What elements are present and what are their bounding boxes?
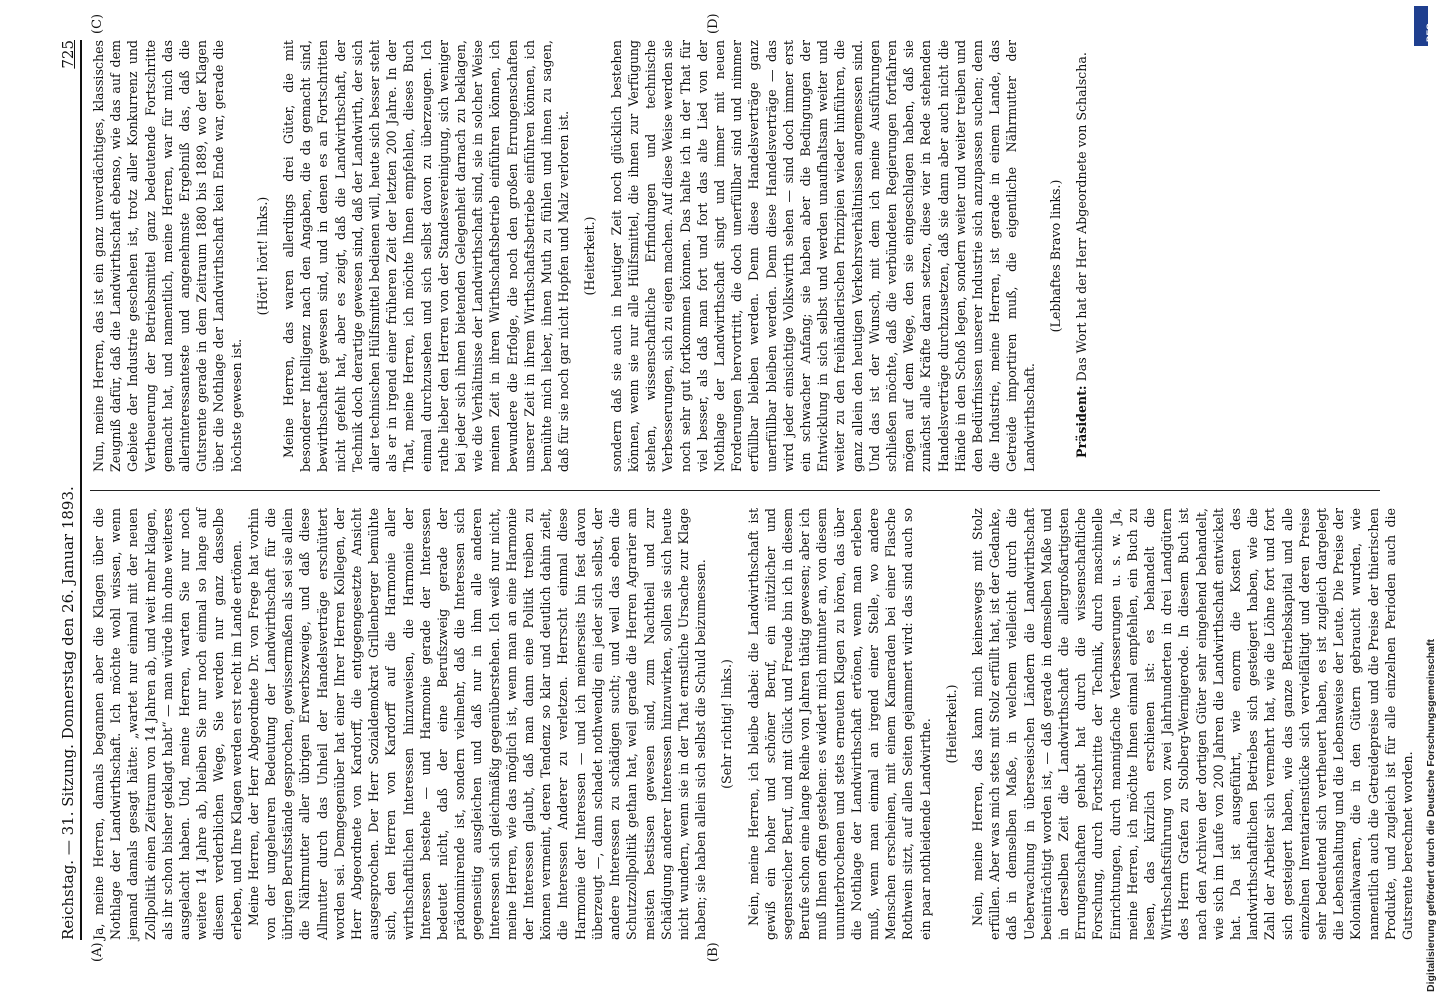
credit-text: Digitalisierung gefördert durch die Deutsche Forschungsgemeinschaft — [1425, 639, 1437, 992]
paragraph: Ja, meine Herren, damals begannen aber die Klagen über die Nothlage der Landwirthschaft. Ich möchte wohl wissen, wenn jemand damals gesagt hätte: „wartet nur einmal mit der neuen Zollpolitik einen Zeitraum von 14 Jahren ab, und weit mehr klagen, als ihr schon bisher geklagt habt“ — man würde ihn ohne weiteres ausgelacht haben. Und, meine Herren, warten Sie nur noch weitere 14 Jahre ab, bleiben Sie nur noch einmal so lange auf diesem verderblichen Wege, Sie werden nur ganz dasselbe erleben, und Ihre Klagen werden erst recht im Lande ertönen. — [91, 508, 244, 940]
interjection: (Sehr richtig! links.) — [719, 659, 735, 789]
interjection: (Lebhaftes Bravo links.) — [1047, 179, 1063, 333]
speaker-text: Das Wort hat der Herr Abgeordnete von Schalscha. — [1073, 52, 1089, 382]
dfg-logo-text: DFG — [1425, 23, 1435, 42]
paragraph-president — [1073, 40, 1090, 472]
paragraph: Nein, meine Herren, ich bleibe dabei: die Landwirthschaft ist gewiß ein hoher und schöner Beruf, ein nützlicher und segensreicher Beruf, und mit Glück und Freude bin ich in diesem Berufe schon eine lange Reihe von Jahren thätig gewesen; aber ich muß Ihnen offen gestehen: es widert mich mitunter an, von diesem ununterbrochenen und stets erneuten Klagen zu hören, das über die Nothlage der Landwirthschaft ertönen, wenn man erleben muß, wenn man einmal an irgend einer Stelle, wo andere Menschen erscheinen, mit einem Kameraden bei einer Flasche Rothwein sitzt, auf allen Seiten gejammert wird: das sind auch so ein paar nothleidende Landwirthe. — [745, 508, 933, 940]
dfg-logo — [1414, 6, 1435, 46]
interjection: (Hört! hört! links.) — [254, 196, 270, 316]
interjection: (Heiterkeit.) — [582, 216, 598, 296]
text-column-left — [90, 508, 1416, 940]
speaker-label: Präsident: — [1073, 385, 1089, 458]
running-head — [56, 40, 80, 940]
paragraph: Meine Herren, der Herr Abgeordnete Dr. von Frege hat vorhin von der ungeheuren Bedeutung der Landwirthschaft für die übrigen Berufsstände gesprochen, gewissermaßen als sei sie allein die Nährmutter aller übrigen Erwerbszweige, und daß diese Allmutter durch das Unheil der Handelsverträge erschüttert worden sei. Demgegenüber hat einer Ihrer Herren Kollegen, der Herr Abgeordnete von Kardorff, die entgegengesetzte Ansicht ausgesprochen. Der Herr Sozialdemokrat Grillenberger bemühte sich, den Herren von Kardorff auf die Harmonie aller wirthschaftlichen Interessen hinzuweisen, die Harmonie der Interessen bestehe — und Harmonie gerade der Interessen bedeutet nicht, daß der eine Berufszweig gerade der prädominirende ist, sondern vielmehr, daß die Interessen sich gegenseitig ausgleichen und daß nur in ihm alle anderen Interessen sich gleichmäßig gegenüberstehen. Ich weiß nur nicht, meine Herren, wie das möglich ist, wenn man an eine Harmonie der Interessen glaubt, daß man dann eine Politik treiben zu können vermeint, deren Tendenz so klar und deutlich dahin zielt, die Interessen Anderer zu verletzen. Herrscht einmal diese Harmonie der Interessen — und ich meinerseits bin fest davon überzeugt —, dann schadet nothwendig ein jeder sich selbst, der andere Interessen zu schädigen sucht; und weil das eben die Schutzzollpolitik gethan hat, weil gerade die Herren Agrarier am meisten bestissen gewesen sind, zum Nachtheil und zur Schädigung anderer Interessen hinzuwirken, sollen sie sich heute nicht wundern, wenn sie in der That ernstliche Ursache zur Klage haben; sie haben allein sich selbst die Schuld beizumessen. — [245, 508, 709, 940]
digitization-credit — [1404, 0, 1437, 1000]
header-title: Reichstag. — 31. Sitzung. Donnerstag den 26. Januar 1893. — [59, 486, 77, 940]
paragraph: Meine Herren, das waren allerdings drei Güter, die mit besonderer Intelligenz nach den Angaben, die da gemacht sind, bewirthschaftet gewesen sind, und in denen es an Fortschritten nicht gefehlt hat, aber es zeigt, daß die Landwirthschaft, der Technik doch derartige gewesen sind, daß der Landwirth, der sich aller technischen Hülfsmittel bedienen will, heute sich besser steht als er in irgend einer früheren Zeit der letzten 200 Jahre. In der That, meine Herren, ich möchte Ihnen empfehlen, dieses Buch einmal durchzusehen und sich selbst davon zu überzeugen. Ich rathe lieber den Herren von der Standesvereinigung, sich weniger bei jeder sich ihnen bietenden Gelegenheit darnach zu beklagen, wie die Verhältnisse der Landwirthschaft sind, sie in solcher Weise meinen Zeit in ihren Wirthschaftsbetrieb einführen können, ich bewundere die Erfolge, die noch den großen Errungenschaften unserer Zeit in ihrem Wirthschaftsbetriebe einführen können, ich bemühte mich lieber, ihnen Muth zu fühlen und ihnen zu sagen, daß für sie noch gar nicht Hopfen und Malz verloren ist. — [281, 40, 572, 472]
page-number: 725 — [59, 40, 77, 69]
paragraph: sondern daß sie auch in heutiger Zeit noch glücklich bestehen können, wenn sie nur alle Hülfsmittel, die ihnen zur Verfügung stehen, wissenschaftliche Erfindungen und technische Verbesserungen, sich zu eigen machen. Auf diese Weise werden sie noch sehr gut fortkommen können. Das halte ich in der That für viel besser, als daß man fort und fort das alte Lied von der Nothlage der Landwirthschaft singt und immer mit neuen Forderungen hervortritt, die doch unerfüllbar sind und nimmer erfüllbar bleiben werden. Denn diese Handelsverträge ganz unerfüllbar bleiben werden. Denn diese Handelsverträge — das wird jeder einsichtige Volkswirth sehen — sind doch immer erst ein schwacher Anfang; sie haben aber die Bedingungen der Entwicklung in sich selbst und werden unaufhaltsam weiter und weiter zu den freihändlerischen Prinzipien wieder hinführen, die ganz allein den heutigen Verkehrsverhältnissen angemessen sind. Und das ist der Wunsch, mit dem ich meine Ausführungen schließen möchte, daß die verbündeten Regierungen fortfahren mögen auf dem Wege, den sie eingeschlagen haben, daß sie zunächst alle Kräfte daran setzen, diese vier in Rede stehenden Handelsverträge durchzusetzen, daß sie dann aber auch nicht die Hände in den Schoß legen, sondern weiter und weiter treiben und den Bedürfnissen unserer Industrie sich anzupassen suchen; denn die Industrie, meine Herren, ist gerade in einem Lande, das Getreide importiren muß, die eigentliche Nährmutter der Landwirthschaft. — [608, 40, 1037, 472]
paragraph: Nun, meine Herren, das ist ein ganz unverdächtiges, klassisches Zeugniß dafür, daß die Landwirthschaft ebenso, wie das auf dem Gebiete der Industrie geschehen ist, trotz aller Konkurrenz und Vertheuerung der Betriebsmittel ganz bedeutende Fortschritte gemacht hat, und namentlich, meine Herren, war für mich das allerinteressanteste und angenehmste Ergebniß das, daß die Gutsrente gerade in dem Zeitraum 1880 bis 1889, wo der Klagen über die Nothlage der Landwirthschaft kein Ende war, gerade die höchste gewesen ist. — [91, 40, 244, 472]
margin-marker-c: (C) — [90, 13, 105, 34]
column-divider — [90, 490, 1380, 491]
interjection: (Heiterkeit.) — [943, 684, 959, 764]
text-column-right — [90, 40, 1390, 472]
newspaper-page — [56, 13, 1416, 962]
margin-marker-d: (D) — [706, 13, 721, 34]
paragraph: Nein, meine Herren, das kann mich keineswegs mit Stolz erfüllen. Aber was mich stets mit Stolz erfüllt hat, ist der Gedanke, daß in demselben Maße, in welchem vielleicht durch die Ueberwachung in überseeischen Ländern die Landwirthschaft beeinträchtigt worden ist, — daß gerade in demselben Maße und in derselben Zeit die Landwirthschaft die allergroßartigsten Errungenschaften gehabt hat durch die wissenschaftliche Forschung, durch Fortschritte der Technik, durch maschinelle Einrichtungen, durch mannigfache Verbesserungen u. s. w. Ja, meine Herren, ich möchte Ihnen einmal empfehlen, ein Buch zu lesen, das kürzlich erschienen ist: es behandelt die Wirthschaftsführung von zwei Jahrhunderten in drei Landgütern des Herrn Grafen zu Stolberg-Wernigerode. In diesem Buch ist nach den Archiven der dortigen Güter sehr eingehend behandelt, wie sich im Laufe von 200 Jahren die Landwirthschaft entwickelt hat. Da ist ausgeführt, wie enorm die Kosten des landwirthschaftlichen Betriebes sich gesteigert haben, wie die Zahl der Arbeiter sich vermehrt hat, wie die Löhne fort und fort sich gesteigert haben, wie das ganze Betriebskapital und alle einzelnen Inventarienstücke sich vervielfältigt und deren Preise sehr bedeutend sich vertheuert haben, es ist zugleich dargelegt die Lebenshaltung und die Lebensweise der Leute. Die Preise der Kolonialwaaren, die in den Gütern gebraucht wurden, wie namentlich auch die Getreidepreise und die Preise der thierischen Produkte, und zugleich ist für alle einzelnen Perioden auch die Gutsrente berechnet worden. — [969, 508, 1416, 940]
margin-marker-b: (B) — [706, 942, 721, 962]
margin-marker-a: (A) — [90, 942, 105, 962]
header-rule — [80, 40, 82, 940]
